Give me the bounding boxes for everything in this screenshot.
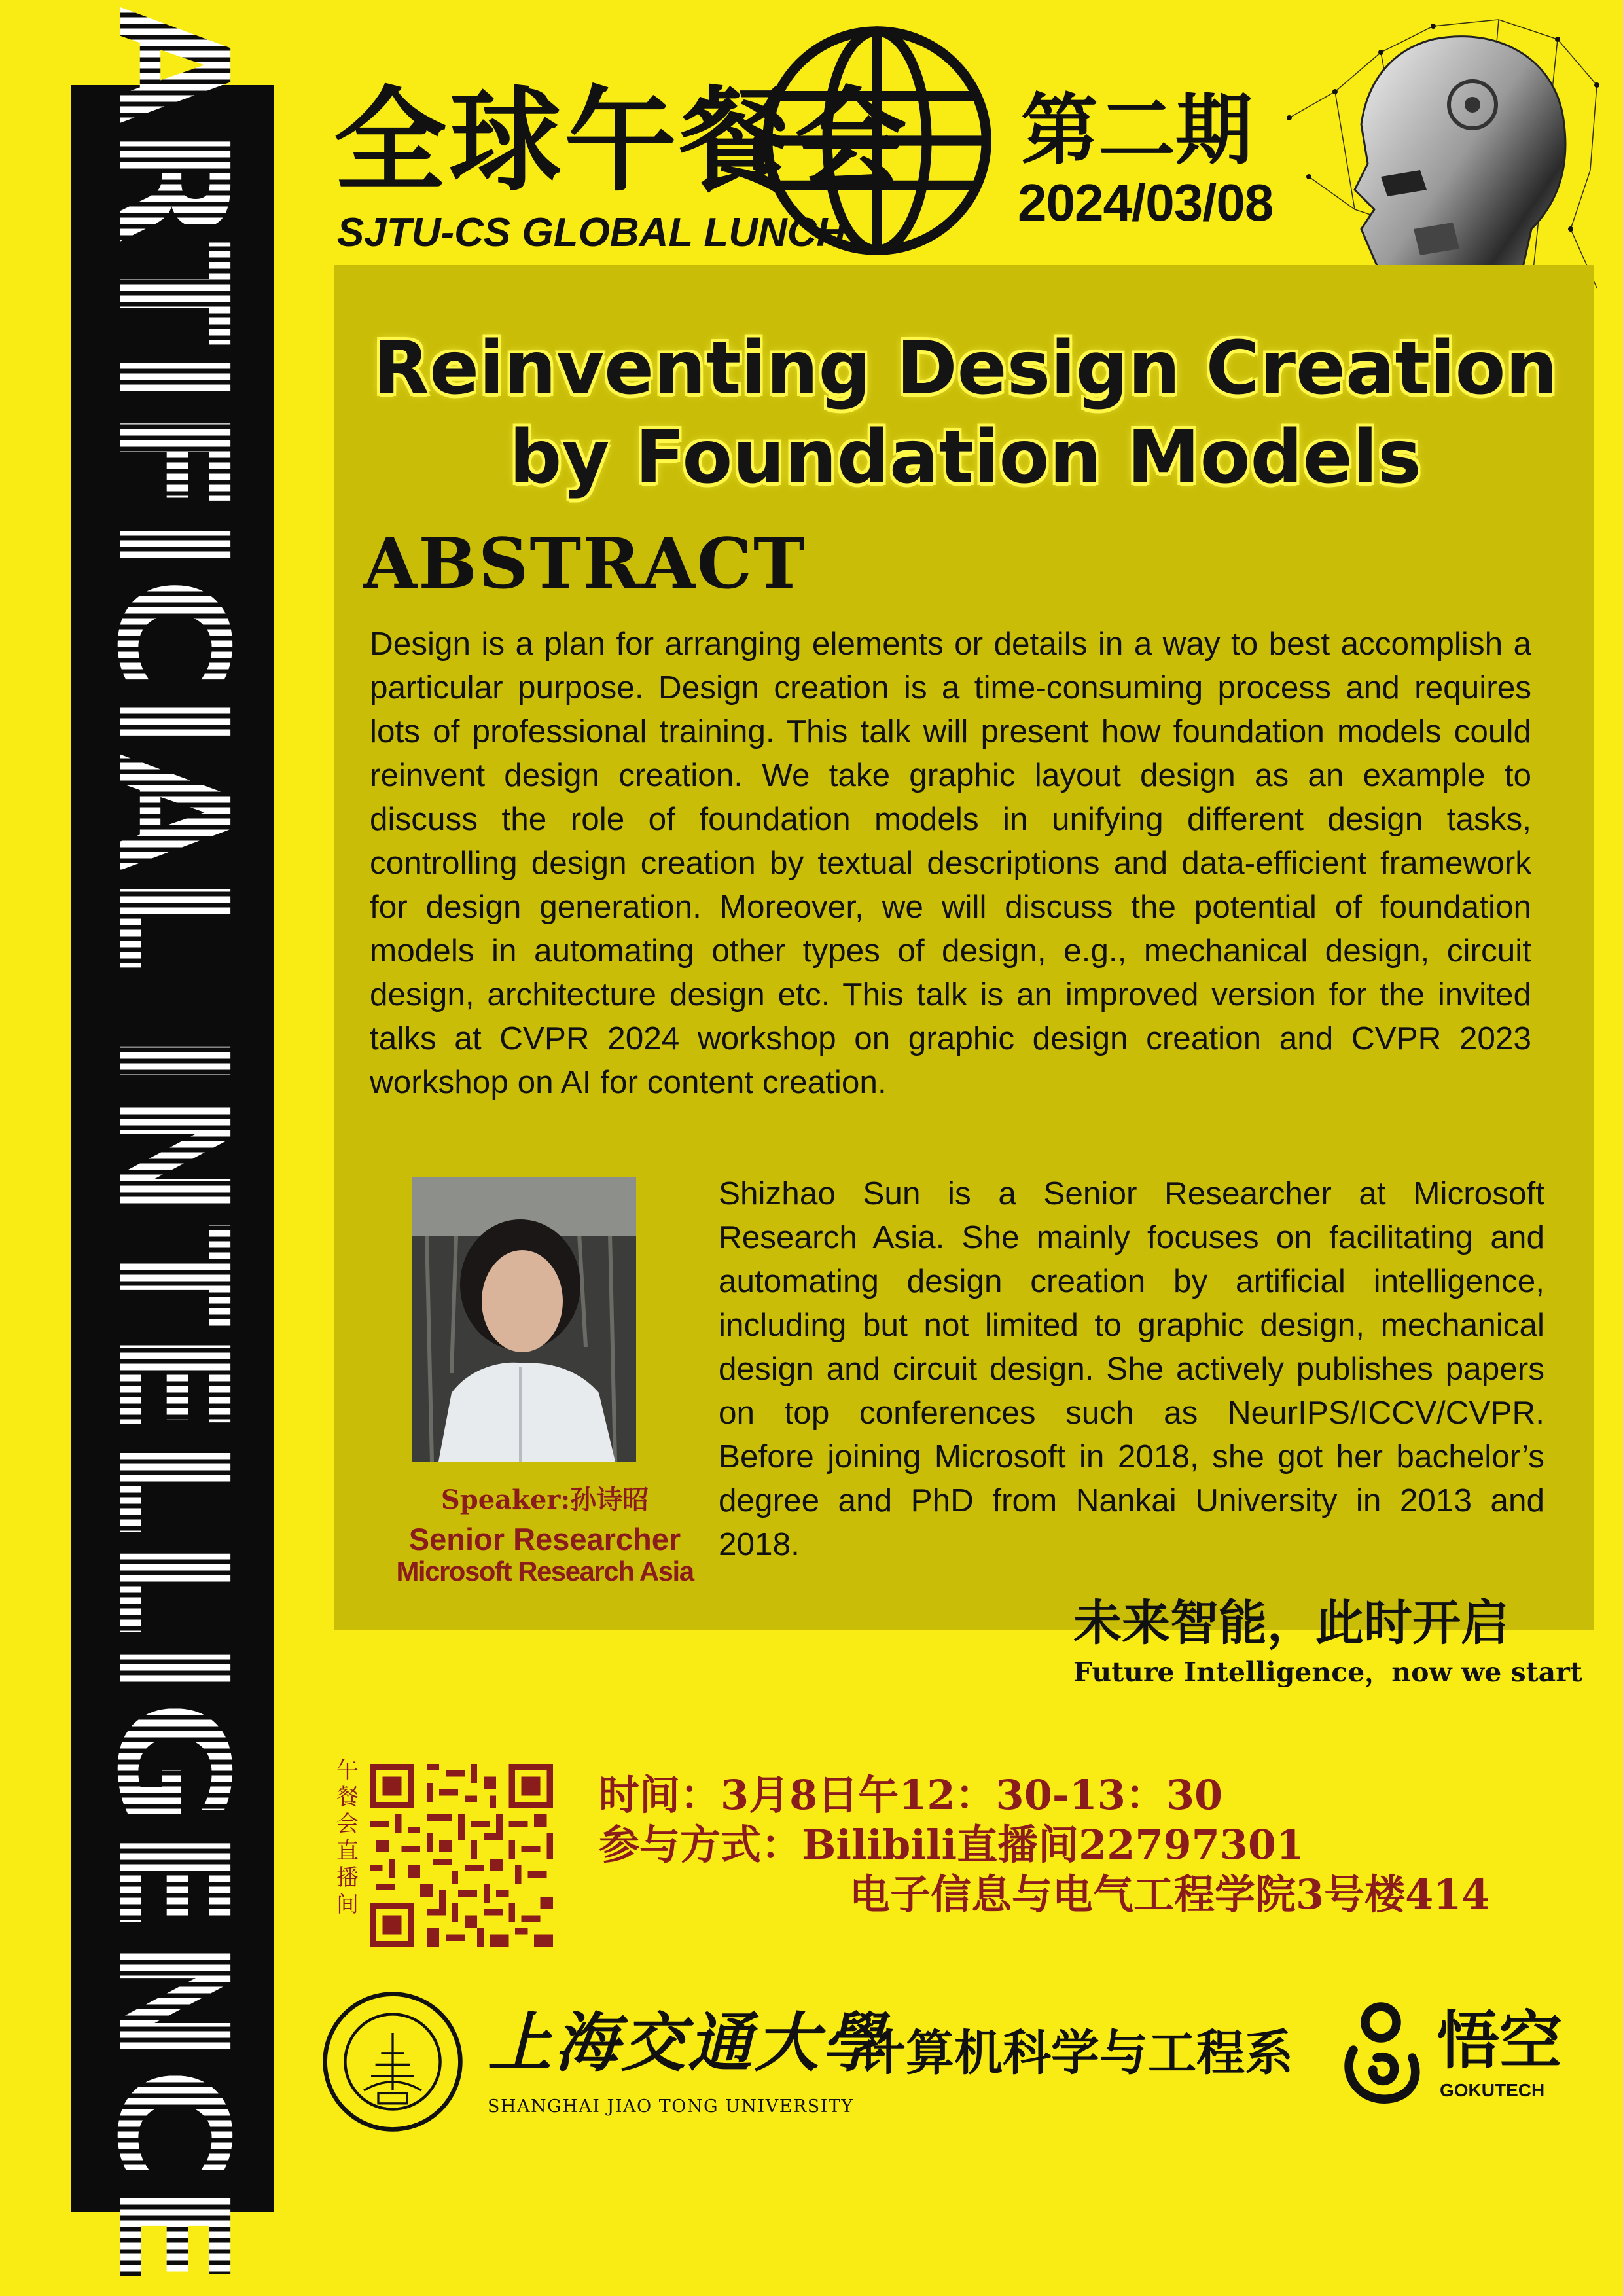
speaker-photo <box>412 1177 636 1462</box>
university-name-en: SHANGHAI JIAO TONG UNIVERSITY <box>488 2096 854 2117</box>
slogan-en: Future Intelligence，now we start <box>1073 1657 1582 1688</box>
abstract-body: Design is a plan for arranging elements or details in a way to best accomplish a particular purpose. Design creation is a time-consuming process and requires lots of professional training. This talk will present how foundation models could reinvent design creation. We take graphic layout design as an example to discuss the role of foundation models in unifying different design tasks, controlling design creation by textual descriptions and data-efficient framework for design generation. Moreover, we will discuss the potential of foundation models in automating other types of design, e.g., mechanical design, circuit design, architecture design etc. This talk is an improved version for the invited talks at CVPR 2024 workshop on graphic design creation and CVPR 2023 workshop on AI for content creation. <box>370 626 1531 1100</box>
qr-caption: 午餐会直播间 <box>336 1757 359 1918</box>
speaker-bio: Shizhao Sun is a Senior Researcher at Microsoft Research Asia. She mainly focuses on facilitating and automating design creation by artificial intelligence, including but not limited to graphic design, mechanical design and circuit design. She actively publishes papers on top conferences such as NeurIPS/ICCV/CVPR. Before joining Microsoft in 2018, she got her bachelor’s degree and PhD from Nankai University in 2013 and 2018. <box>719 1175 1544 1562</box>
event-participation: 参与方式：Bilibili直播间22797301 <box>599 1821 1305 1869</box>
speaker-name: Speaker:孙诗昭 <box>440 1484 649 1515</box>
event-venue: 电子信息与电气工程学院3号楼414 <box>849 1871 1490 1918</box>
qr-code[interactable] <box>370 1764 553 1947</box>
slogan-cn: 未来智能，此时开启 <box>1073 1595 1509 1651</box>
series-title-en-line1: SJTU-CS GLOBAL LUNCH <box>337 210 846 255</box>
sponsor-name-en: GOKUTECH <box>1440 2080 1545 2100</box>
side-banner-text: ARTIFICIAL INTELLIGENCE <box>84 6 260 2291</box>
talk-title-line2: by Foundation Models <box>509 415 1421 500</box>
speaker-title: Senior Researcher <box>408 1522 681 1556</box>
talk-title-line1: Reinventing Design Creation <box>372 326 1558 411</box>
series-title-cn: 全球午餐会 <box>334 75 910 207</box>
gokutech-logo-icon <box>1332 1990 1430 2114</box>
abstract-heading: ABSTRACT <box>363 522 806 604</box>
issue-number: 第二期 <box>1021 85 1253 175</box>
speaker-organization: Microsoft Research Asia <box>396 1556 694 1587</box>
side-banner <box>71 6 274 2291</box>
event-time: 时间：3月8日午12：30-13：30 <box>599 1771 1223 1819</box>
department-name: 计算机科学与工程系 <box>857 2025 1293 2081</box>
talk-title <box>334 324 1597 502</box>
sjtu-seal-logo <box>321 1990 465 2134</box>
university-name-cn: 上海交通大學 <box>488 2005 889 2081</box>
issue-date: 2024/03/08 <box>1018 173 1274 232</box>
sponsor-name-cn: 悟空 <box>1436 2004 1562 2077</box>
